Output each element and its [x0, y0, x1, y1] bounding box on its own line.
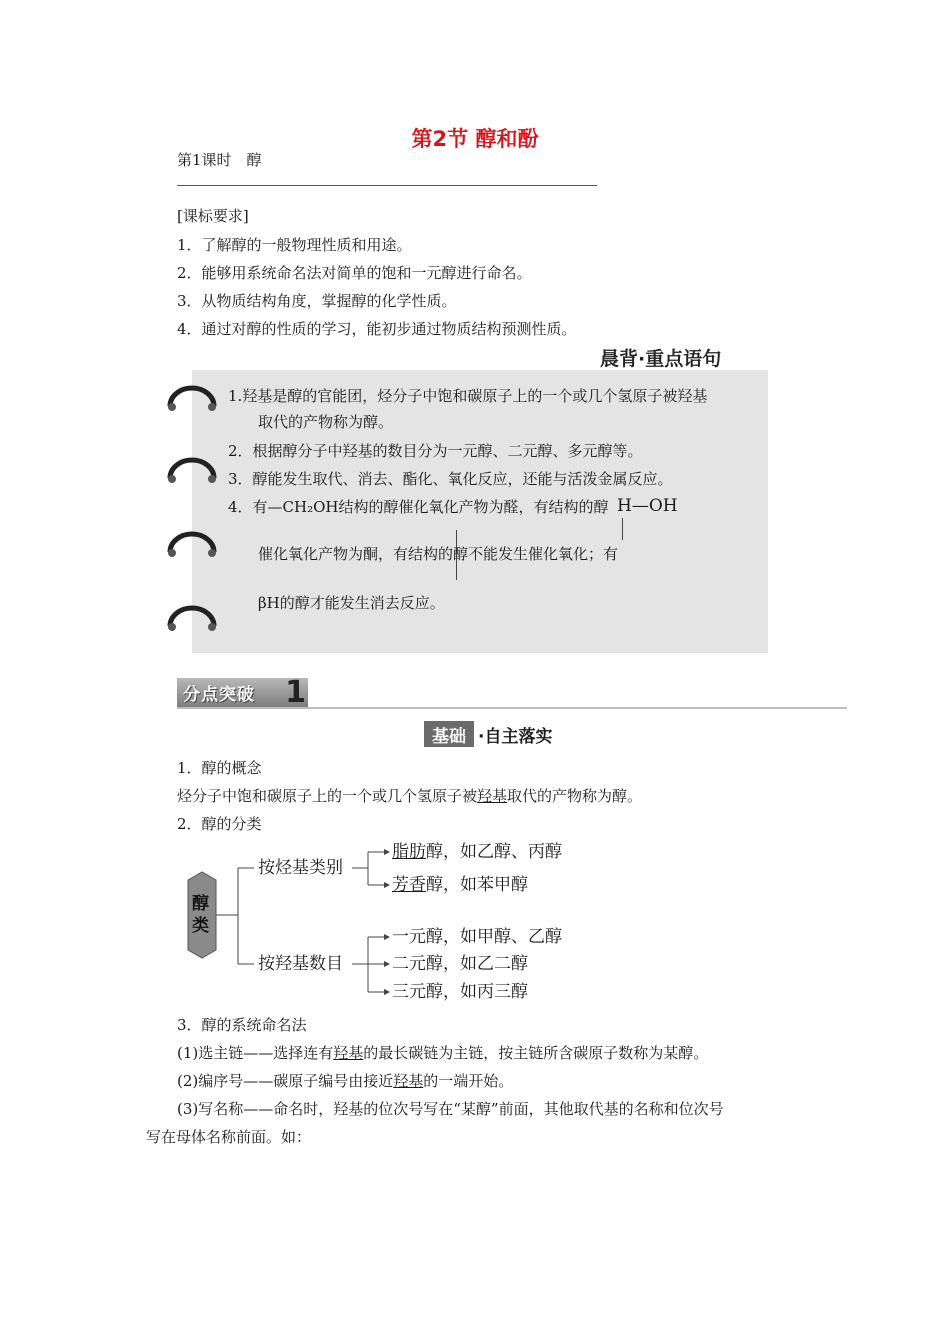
category-by-hydrocarbon: 按烃基类别 — [258, 858, 343, 878]
key-sentences-banner: 晨背·重点语句 — [600, 348, 722, 370]
key-sentence-1: 1.羟基是醇的官能团，烃分子中饱和碳原子上的一个或几个氢原子被羟基 — [228, 387, 708, 405]
basic-tag: 基础 — [424, 721, 474, 747]
section-tag-number: 1 — [285, 675, 306, 710]
naming-step-3: (3)写名称——命名时，羟基的位次号写在“某醇”前面，其他取代基的名称和位次号 — [177, 1100, 724, 1118]
binder-ring-icon — [166, 448, 218, 500]
naming-step-2: (2)编序号——碳原子编号由接近羟基的一端开始。 — [177, 1072, 514, 1090]
aliphatic-alcohol: 脂肪醇，如乙醇、丙醇 — [392, 842, 562, 862]
naming-step-1: (1)选主链——选择连有羟基的最长碳链为主链，按主链所含碳原子数称为某醇。 — [177, 1044, 709, 1062]
tri-alcohol: 三元醇，如丙三醇 — [392, 982, 528, 1002]
binder-ring-icon — [166, 522, 218, 574]
key-sentence-4: 4．有—CH₂OH结构的醇催化氧化产物为醛，有结构的醇 — [228, 498, 609, 516]
requirement-item: 3．从物质结构角度，掌握醇的化学性质。 — [177, 292, 457, 310]
key-sentence-1-cont: 取代的产物称为醇。 — [258, 413, 394, 431]
requirement-item: 2．能够用系统命名法对简单的饱和一元醇进行命名。 — [177, 264, 532, 282]
bond-line — [622, 518, 623, 540]
structure-formula: H—OH — [617, 496, 678, 516]
header-divider — [177, 185, 597, 186]
naming-heading: 3．醇的系统命名法 — [177, 1016, 307, 1034]
key-sentence-3: 3．醇能发生取代、消去、酯化、氧化反应，还能与活泼金属反应。 — [228, 470, 673, 488]
naming-step-3-cont: 写在母体名称前面。如： — [146, 1128, 312, 1146]
requirement-item: 4．通过对醇的性质的学习，能初步通过物质结构预测性质。 — [177, 320, 577, 338]
key-sentence-4-end: βH的醇才能发生消去反应。 — [258, 594, 445, 612]
classification-heading: 2．醇的分类 — [177, 815, 262, 833]
binder-ring-icon — [166, 376, 218, 428]
section-title: 第2节 醇和酚 — [411, 127, 539, 151]
section-tag-label: 分点突破 — [183, 685, 255, 705]
concept-text: 烃分子中饱和碳原子上的一个或几个氢原子被羟基取代的产物称为醇。 — [177, 787, 643, 805]
di-alcohol: 二元醇，如乙二醇 — [392, 954, 528, 974]
section-tag — [177, 675, 308, 710]
requirement-item: 1．了解醇的一般物理性质和用途。 — [177, 236, 412, 254]
classification-root: 醇 类 — [192, 894, 209, 936]
basic-title: ·自主落实 — [478, 727, 553, 747]
binder-ring-icon — [166, 596, 218, 648]
requirements-heading: [课标要求] — [177, 207, 249, 225]
key-sentence-2: 2．根据醇分子中羟基的数目分为一元醇、二元醇、多元醇等。 — [228, 442, 643, 460]
lesson-label: 第1课时 醇 — [177, 151, 262, 169]
section-divider — [177, 707, 847, 709]
mono-alcohol: 一元醇，如甲醇、乙醇 — [392, 927, 562, 947]
aromatic-alcohol: 芳香醇，如苯甲醇 — [392, 875, 528, 895]
concept-heading: 1．醇的概念 — [177, 759, 262, 777]
category-by-hydroxyl: 按羟基数目 — [258, 954, 343, 974]
key-sentence-4-cont: 催化氧化产物为酮，有结构的醇不能发生催化氧化；有 — [258, 545, 619, 563]
